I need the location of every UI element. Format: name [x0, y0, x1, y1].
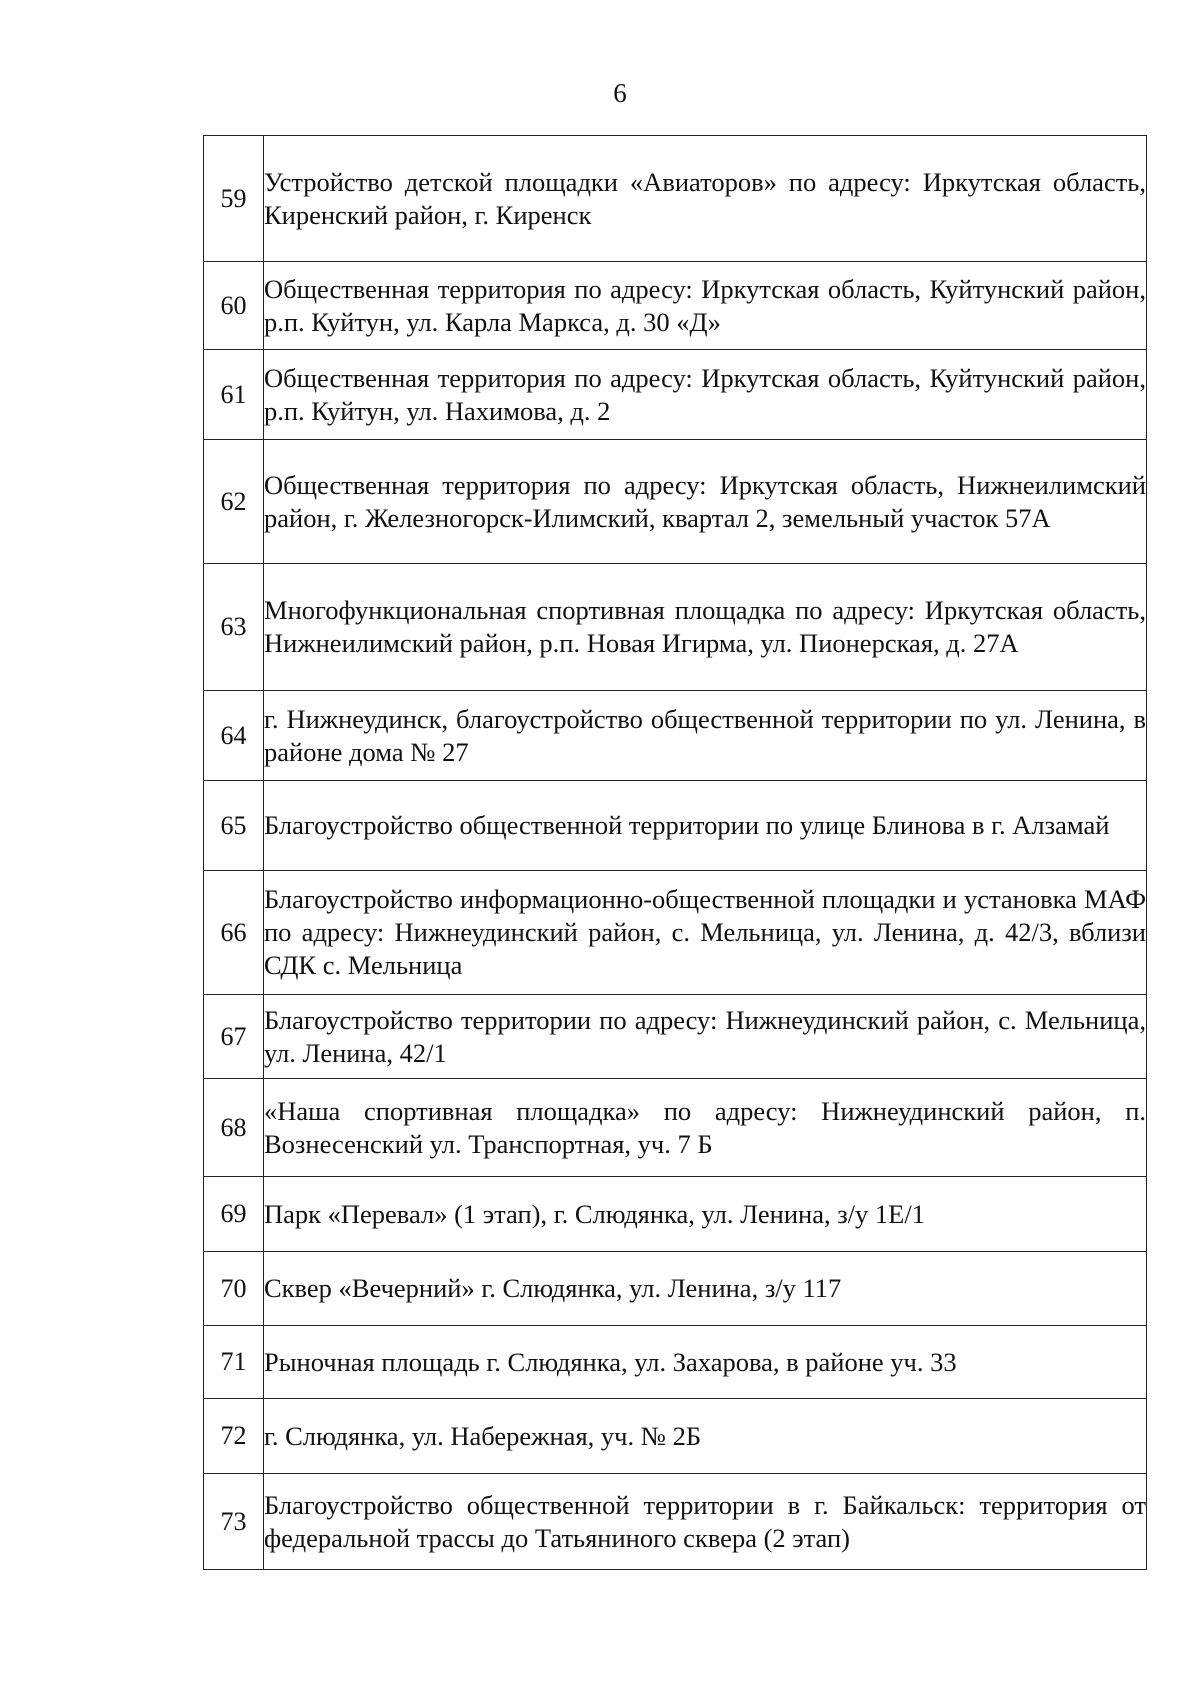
row-number: 67: [204, 995, 264, 1079]
table-row: [204, 691, 1147, 781]
row-number: 68: [204, 1079, 264, 1177]
table-row: [204, 1399, 1147, 1474]
table-row: [204, 1474, 1147, 1570]
table-row: [204, 871, 1147, 995]
table-row: [204, 350, 1147, 440]
row-description: Парк «Перевал» (1 этап), г. Слюдянка, ул. Ленина, з/у 1Е/1: [264, 1198, 925, 1229]
table-row: [204, 262, 1147, 350]
row-description: г. Нижнеудинск, благоустройство общественной территории по ул. Ленина, в районе дома № 27: [264, 703, 1146, 767]
table-row: [204, 564, 1147, 691]
row-number: 66: [204, 871, 264, 995]
row-number: 69: [204, 1177, 264, 1252]
row-number: 61: [204, 350, 264, 440]
row-number: 65: [204, 781, 264, 871]
row-number: 70: [204, 1252, 264, 1326]
row-description: «Наша спортивная площадка» по адресу: Нижнеудинский район, п. Вознесенский ул. Транспортная, уч. 7 Б: [264, 1095, 1146, 1159]
row-description: Благоустройство общественной территории в г. Байкальск: территория от федеральной трассы до Татьяниного сквера (2 этап): [264, 1489, 1146, 1553]
row-number: 73: [204, 1474, 264, 1570]
table-row: [204, 781, 1147, 871]
row-description: Общественная территория по адресу: Иркутская область, Куйтунский район, р.п. Куйтун, ул. Карла Маркса, д. 30 «Д»: [264, 273, 1146, 337]
row-number: 60: [204, 262, 264, 350]
row-number: 59: [204, 136, 264, 262]
objects-table: [203, 135, 1147, 1570]
row-number: 62: [204, 440, 264, 564]
row-number: 71: [204, 1326, 264, 1399]
row-description: Благоустройство общественной территории по улице Блинова в г. Алзамай: [264, 810, 1110, 840]
table-row: [204, 1177, 1147, 1252]
table-row: [204, 136, 1147, 262]
row-number: 72: [204, 1399, 264, 1474]
row-description: г. Слюдянка, ул. Набережная, уч. № 2Б: [264, 1420, 702, 1451]
row-description: Благоустройство информационно-общественной площадки и установка МАФ по адресу: Нижнеудинский район, с. Мельница, ул. Ленина, д. 42/3, вблизи СДК с. Мельница: [264, 884, 1146, 980]
row-description: Сквер «Вечерний» г. Слюдянка, ул. Ленина, з/у 117: [264, 1273, 842, 1303]
row-number: 63: [204, 564, 264, 691]
row-description: Благоустройство территории по адресу: Нижнеудинский район, с. Мельница, ул. Ленина, 42/1: [264, 1004, 1146, 1068]
table-row: [204, 440, 1147, 564]
row-description: Рыночная площадь г. Слюдянка, ул. Захарова, в районе уч. 33: [264, 1346, 957, 1377]
table-row: [204, 1252, 1147, 1326]
table-row: [204, 995, 1147, 1079]
row-description: Общественная территория по адресу: Иркутская область, Нижнеилимский район, г. Железногорск-Илимский, квартал 2, земельный участок 57А: [264, 469, 1146, 533]
page-number: 6: [613, 78, 627, 108]
table-row: [204, 1326, 1147, 1399]
row-description: Устройство детской площадки «Авиаторов» по адресу: Иркутская область, Киренский район, г. Киренск: [264, 166, 1146, 230]
row-number: 64: [204, 691, 264, 781]
row-description: Многофункциональная спортивная площадка по адресу: Иркутская область, Нижнеилимский район, р.п. Новая Игирма, ул. Пионерская, д. 27А: [264, 595, 1146, 658]
table-row: [204, 1079, 1147, 1177]
row-description: Общественная территория по адресу: Иркутская область, Куйтунский район, р.п. Куйтун, ул. Нахимова, д. 2: [264, 362, 1146, 426]
